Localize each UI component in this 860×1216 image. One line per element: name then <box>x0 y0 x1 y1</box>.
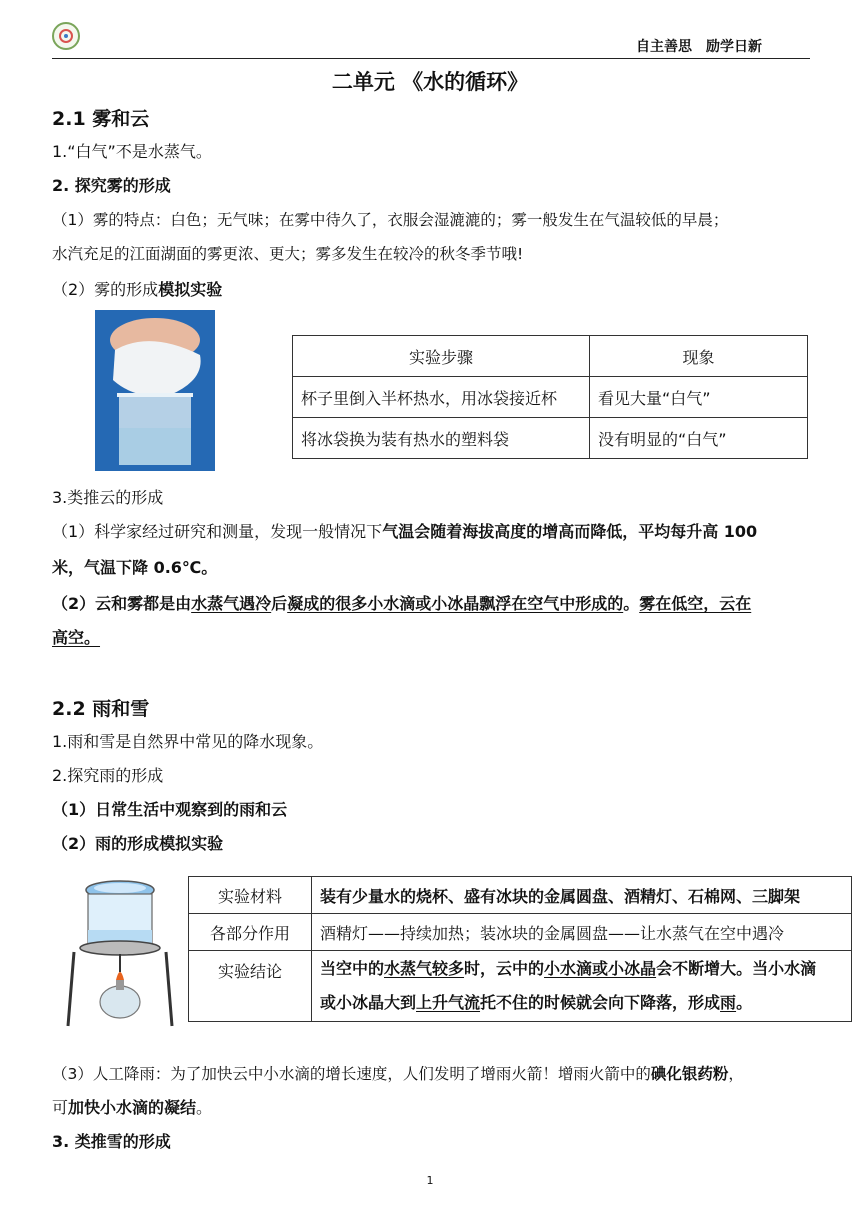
paragraph: 高空。 <box>52 628 101 647</box>
table-cell: 酒精灯——持续加热；装冰块的金属圆盘——让水蒸气在空中遇冷 <box>312 914 852 951</box>
table-cell: 装有少量水的烧杯、盛有冰块的金属圆盘、酒精灯、石棉网、三脚架 <box>312 877 852 914</box>
section-heading-2-2: 2.2 雨和雪 <box>52 698 150 720</box>
text: 托不住的时候就会向下降落，形成 <box>480 993 721 1012</box>
paragraph <box>52 280 222 300</box>
conclusion-line-2 <box>320 986 843 1020</box>
text: （2） <box>52 594 96 613</box>
table-header-cell: 实验步骤 <box>293 336 590 377</box>
underlined-text: 凝成的很多小水滴或小冰晶飘浮在空气中形成的 <box>287 594 624 613</box>
bold-text: 气温会随着海拔高度的增高而降低，平均每升高 100 <box>382 522 758 541</box>
bold-text: 模拟实验 <box>158 280 223 299</box>
header-divider <box>52 58 810 59</box>
table-row <box>293 377 808 418</box>
table-label-cell: 实验结论 <box>189 951 312 1022</box>
table-cell: 将冰袋换为装有热水的塑料袋 <box>293 418 590 459</box>
text: （2）雾的形成 <box>52 280 159 299</box>
paragraph <box>52 1098 212 1118</box>
text: 时，云中的 <box>464 959 545 978</box>
text: 。 <box>196 1098 213 1117</box>
table-row <box>189 914 852 951</box>
text: 或小冰晶大到 <box>320 993 417 1012</box>
subheading: 3. 类推雪的形成 <box>52 1132 171 1151</box>
table-row <box>293 418 808 459</box>
paragraph: 2.探究雨的形成 <box>52 766 164 785</box>
text: 。 <box>736 993 753 1012</box>
paragraph <box>52 1064 744 1084</box>
paragraph: （1）雾的特点：白色；无气味；在雾中待久了，衣服会湿漉漉的；雾一般发生在气温较低的早晨； <box>52 211 729 229</box>
underlined-text: 上升气流 <box>416 993 481 1012</box>
underlined-text: 水蒸气遇冷 <box>191 594 272 613</box>
text: 云和雾都是由 <box>95 594 192 613</box>
page-number: 1 <box>426 1174 434 1187</box>
bold-text: 加快小水滴的凝结 <box>68 1098 197 1117</box>
bold-text: 碘化银药粉 <box>650 1065 729 1083</box>
underlined-text: 水蒸气较多 <box>384 959 465 978</box>
paragraph: 1.雨和雪是自然界中常见的降水现象。 <box>52 732 324 751</box>
table-cell <box>312 951 852 1022</box>
page-title: 二单元 《水的循环》 <box>331 70 529 94</box>
paragraph <box>52 522 757 542</box>
text: 当空中的 <box>320 959 385 978</box>
header-motto-1: 自主善思 <box>636 39 692 55</box>
beaker-ice-bag-photo <box>95 310 215 471</box>
table-cell: 杯子里倒入半杯热水，用冰袋接近杯 <box>293 377 590 418</box>
table-label-cell: 各部分作用 <box>189 914 312 951</box>
text: 可 <box>52 1098 69 1117</box>
rain-experiment-table <box>188 876 852 1022</box>
text: ， <box>728 1065 744 1083</box>
table-header-cell: 现象 <box>590 336 808 377</box>
subheading: 2. 探究雾的形成 <box>52 176 171 195</box>
section-heading-2-1: 2.1 雾和云 <box>52 108 150 130</box>
underlined-text: 雾在低空，云在 <box>639 594 752 613</box>
paragraph <box>52 594 751 614</box>
table-row <box>189 877 852 914</box>
paragraph: 米，气温下降 0.6℃。 <box>52 558 218 577</box>
table-row <box>189 951 852 1022</box>
paragraph: 3.类推云的形成 <box>52 488 164 507</box>
conclusion-line-1 <box>320 952 843 986</box>
text: （3）人工降雨：为了加快云中小水滴的增长速度，人们发明了增雨火箭！增雨火箭中的 <box>52 1065 651 1083</box>
school-logo <box>52 22 80 50</box>
paragraph: 1.“白气”不是水蒸气。 <box>52 142 212 161</box>
table-label-cell: 实验材料 <box>189 877 312 914</box>
underlined-text: 小水滴或小冰晶 <box>544 959 657 978</box>
paragraph: （2）雨的形成模拟实验 <box>52 834 224 853</box>
fog-experiment-table <box>292 335 808 459</box>
table-cell: 看见大量“白气” <box>590 377 808 418</box>
table-header-row <box>293 336 808 377</box>
underlined-text: 雨 <box>720 993 737 1012</box>
rain-apparatus-illustration <box>60 876 180 1032</box>
text: 。 <box>623 594 640 613</box>
header-motto-2: 励学日新 <box>706 39 762 55</box>
table-cell: 没有明显的“白气” <box>590 418 808 459</box>
text: 会不断增大。当小水滴 <box>656 959 817 978</box>
text: 后 <box>271 594 288 613</box>
text: （1）科学家经过研究和测量，发现一般情况下 <box>52 522 383 541</box>
paragraph: （1）日常生活中观察到的雨和云 <box>52 800 288 819</box>
paragraph: 水汽充足的江面湖面的雾更浓、更大；雾多发生在较冷的秋冬季节哦! <box>52 245 524 263</box>
